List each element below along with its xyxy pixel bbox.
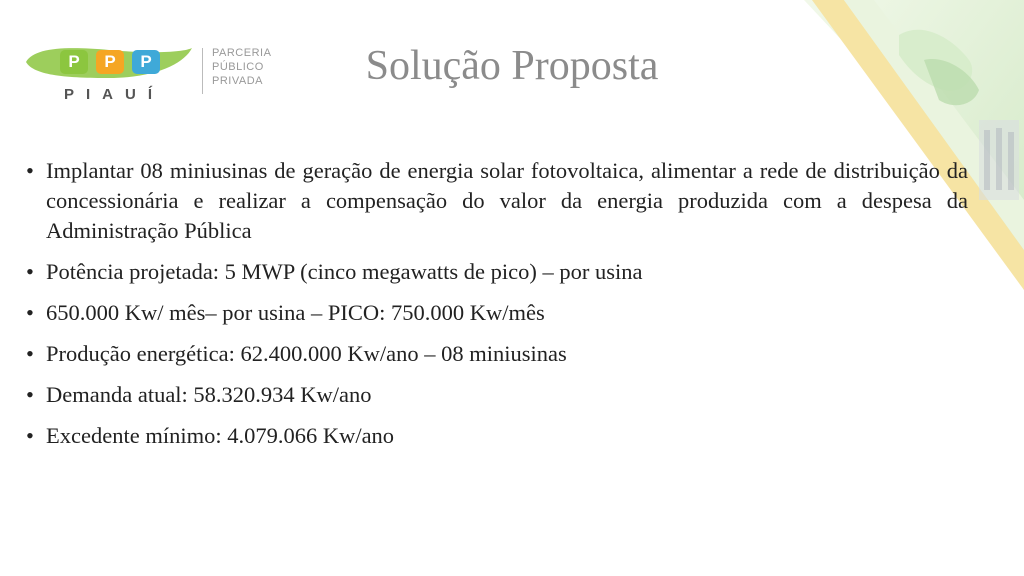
bullet-item: • Produção energética: 62.400.000 Kw/ano – 08 miniusinas <box>26 339 968 369</box>
logo-letter-p1: P <box>60 50 88 74</box>
bullet-list <box>26 156 968 462</box>
bullet-item: • Excedente mínimo: 4.079.066 Kw/ano <box>26 421 968 451</box>
bullet-item: • Potência projetada: 5 MWP (cinco megawatts de pico) – por usina <box>26 257 968 287</box>
slide-title: Solução Proposta <box>365 43 659 89</box>
logo-subtitle: PIAUÍ <box>64 86 165 103</box>
logo-text-line: PARCERIA <box>212 47 272 59</box>
logo-text-line: PRIVADA <box>212 75 263 87</box>
bullet-item: • Implantar 08 miniusinas de geração de energia solar fotovoltaica, alimentar a rede de distribuição da concessionária e realizar a compensação do valor da energia produzida com a despesa da Administração Pública <box>26 156 968 246</box>
logo-letter-p2: P <box>96 50 124 74</box>
bullet-item: • Demanda atual: 58.320.934 Kw/ano <box>26 380 968 410</box>
logo-letter-p3: P <box>132 50 160 74</box>
bullet-item: • 650.000 Kw/ mês– por usina – PICO: 750.000 Kw/mês <box>26 298 968 328</box>
logo-text-line: PÚBLICO <box>212 61 264 73</box>
